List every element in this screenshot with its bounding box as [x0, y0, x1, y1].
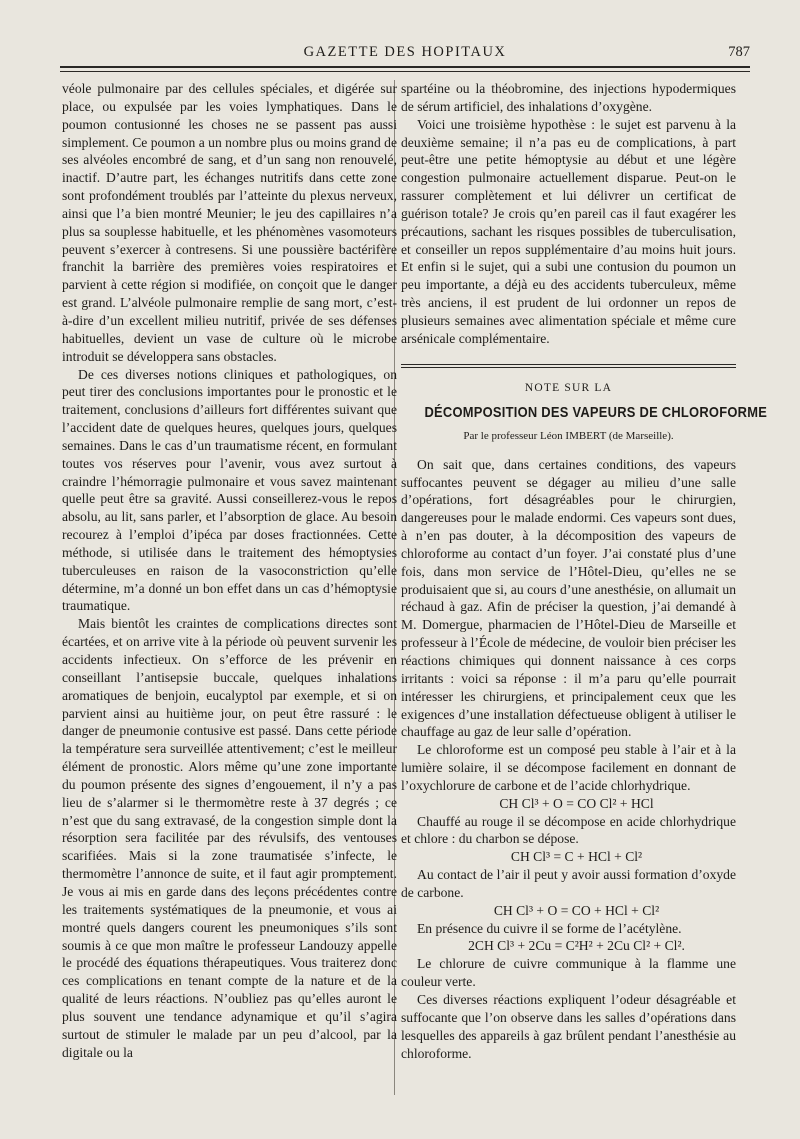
page-number: 787	[728, 44, 750, 60]
paragraph: véole pulmonaire par des cellules spéciales, et digérée sur place, ou expulsée par les voies lymphatiques. Dans le poumon contusionné les choses ne se passent pas aussi simplement. Ce poumon a un nombre plus ou moins grand de ses alvéoles encombré de sang, et d’un sang non renouvelé, inactif. D’autre part, les échanges nutritifs dans cette zone sont profondément troublés par l’atteinte du plexus nerveux, ainsi que l’a bien montré Meunier; le jeu des capillaires n’a plus sa souplesse habituelle, et les phénomènes vasomoteurs peuvent s’exercer à contresens. Si une poussière bactérifère franchit la barrière des premières voies respiratoires et parvient à cette région si modifiée, on conçoit que le danger est grand. L’alvéole pulmonaire remplie de sang mort, c’est-à-dire d’un excellent milieu nutritif, privée de ses défenses habituelles, devient un vase de culture où le microbe introduit se développera sans obstacles.	[62, 81, 397, 364]
header-rule-thin	[60, 71, 750, 72]
header-rule-thick	[60, 66, 750, 68]
paragraph: Ces diverses réactions expliquent l’odeur désagréable et suffocante que l’on observe dans les salles d’opérations dans lesquelles des appareils à gaz brûlent pendant l’anesthésie au chloroforme.	[401, 992, 736, 1061]
paragraph: Au contact de l’air il peut y avoir aussi formation d’oxyde de carbone.	[401, 867, 736, 900]
paragraph: On sait que, dans certaines conditions, des vapeurs suffocantes peuvent se dégager au milieu d’une salle d’opérations, fort désagréables pour le chirurgien, dangereuses pour le malade endormi. Ces vapeurs sont dues, à n’en pas douter, à la décomposition des vapeurs de chloroforme au contact d’un foyer. J’ai constaté plus d’une fois, dans mon service de l’Hôtel-Dieu, qu’elles ne se produisaient que si, au cours d’une anesthésie, on allumait un réchaud à gaz. Afin de préciser la question, j’ai demandé à M. Domergue, pharmacien de l’Hôtel-Dieu de Marseille et professeur à l’École de médecine, de vouloir bien préciser les réactions chimiques qui donnent naissance à ces corps irritants : voici sa réponse : il m’a paru qu’elle pourrait intéresser les chirurgiens, et principalement ceux que les exigences d’une installation défectueuse obligent à utiliser le chauffage au gaz de leur salle d’opération.	[401, 456, 736, 740]
paragraph: Chauffé au rouge il se décompose en acide chlorhydrique et chlore : du charbon se dépose.	[401, 813, 736, 847]
left-column	[62, 80, 397, 1061]
note-title: DÉCOMPOSITION DES VAPEURS DE CHLOROFORME	[424, 404, 768, 421]
journal-title: GAZETTE DES HOPITAUX	[303, 44, 507, 60]
chemical-formula: CH Cl³ + O = CO Cl² + HCl	[499, 795, 654, 811]
paragraph: Mais bientôt les craintes de complications directes sont écartées, et on arrive vite à la période où peuvent survenir les accidents infectieux. On s’efforce de les prévenir en conseillant l’antisepsie buccale, quelques inhalations aromatiques de benjoin, eucalyptol par exemple, et si on parvient ainsi au huitième jour, on peut être rassuré : le danger de pneumonie contusive est passé. Dans cette période la température sera surveillée attentivement; c’est le meilleur élément de pronostic. Alors même qu’une zone importante du poumon présente des signes d’engouement, il n’y a pas lieu de s’alarmer si le thermomètre reste à 37 degrés ; ce n’est que du sang extravasé, de la congestion simple dont la résorption sera facilitée par des révulsifs, des ventouses scarifiées. Mais si la zone traumatisée s’infecte, le thermomètre l’annonce de suite, et il faut agir promptement. Je vous ai mis en garde dans des leçons précédentes contre les traitements systématiques de la pneumonie, et vous ai montré quels dangers courent les pneumoniques s’ils sont soumis à ce que mon maître le professeur Landouzy appelle le procédé des équations thérapeutiques. Vous traiterez donc ces complications en tenant compte de la nature et de la qualité de leurs réactions. N’oubliez pas qu’elles auront le plus souvent une tendance adynamique et qu’il s’agira surtout de stimuler le malade par un peu d’alcool, par la digitale ou la	[62, 616, 397, 1060]
page-header	[60, 44, 750, 64]
note-rule-thick	[401, 364, 736, 366]
note-rule-thin	[401, 367, 736, 368]
paragraph: spartéine ou la théobromine, des injections hypodermiques de sérum artificiel, des inhalations d’oxygène.	[401, 81, 736, 114]
chemical-formula: 2CH Cl³ + 2Cu = C²H² + 2Cu Cl² + Cl².	[468, 938, 685, 954]
note-label: NOTE SUR LA	[524, 382, 613, 395]
chemical-formula: CH Cl³ = C + HCl + Cl²	[510, 849, 643, 865]
right-column	[401, 80, 768, 1062]
paragraph: Le chlorure de cuivre communique à la flamme une couleur verte.	[401, 956, 736, 990]
paragraph: De ces diverses notions cliniques et pathologiques, on peut tirer des conclusions importantes pour le pronostic et le traitement, conclusions d’ailleurs fort différentes suivant que l’accident date de quelques heures, quelques jours, quelques semaines. Dans le cas d’un traumatisme récent, en formulant toutes vos réserves pour l’avenir, vous avez surtout à craindre l’hémorragie pulmonaire et vous savez maintenant quelle peut être sa gravité. Aussi conseillerez-vous le repos absolu, au lit, sans parler, et l’absorption de glace. Au besoin recourez à l’emploi d’ipéca par doses fractionnées. Cette méthode, si utilisée dans le traitement des hémoptysies tuberculeuses en raison de la vasoconstriction qu’elle détermine, m’a donné un bon effet dans un cas d’hémoptysie traumatique.	[62, 366, 397, 614]
chemical-formula: CH Cl³ + O = CO + HCl + Cl²	[493, 902, 660, 918]
paragraph: Le chloroforme est un composé peu stable à l’air et à la lumière solaire, il se décompose facilement en donnant de l’oxychlorure de carbone et de l’acide chlorhydrique.	[401, 742, 736, 793]
paragraph: En présence du cuivre il se forme de l’acétylène.	[417, 920, 682, 936]
paragraph: Voici une troisième hypothèse : le sujet est parvenu à la deuxième semaine; il n’a pas eu de complications, à part peut-être une petite hémoptysie au début et une légère congestion pulmonaire actuellement disparue. Peut-on le rassurer complètement et lui délivrer un certificat de guérison totale? Je crois qu’en pareil cas il faut exagérer les précautions, sachant les risques possibles de tuberculisation, et conseiller un repos supplémentaire d’au moins huit jours. Et enfin si le sujet, qui a subi une contusion du poumon un peu importante, a déjà eu des accidents tuberculeux, même très anciens, il est prudent de lui ordonner un repos de plusieurs semaines avec alimentation spéciale et même cure arsénicale complémentaire.	[401, 116, 736, 346]
note-author: Par le professeur Léon IMBERT (de Marseille).	[463, 429, 674, 442]
